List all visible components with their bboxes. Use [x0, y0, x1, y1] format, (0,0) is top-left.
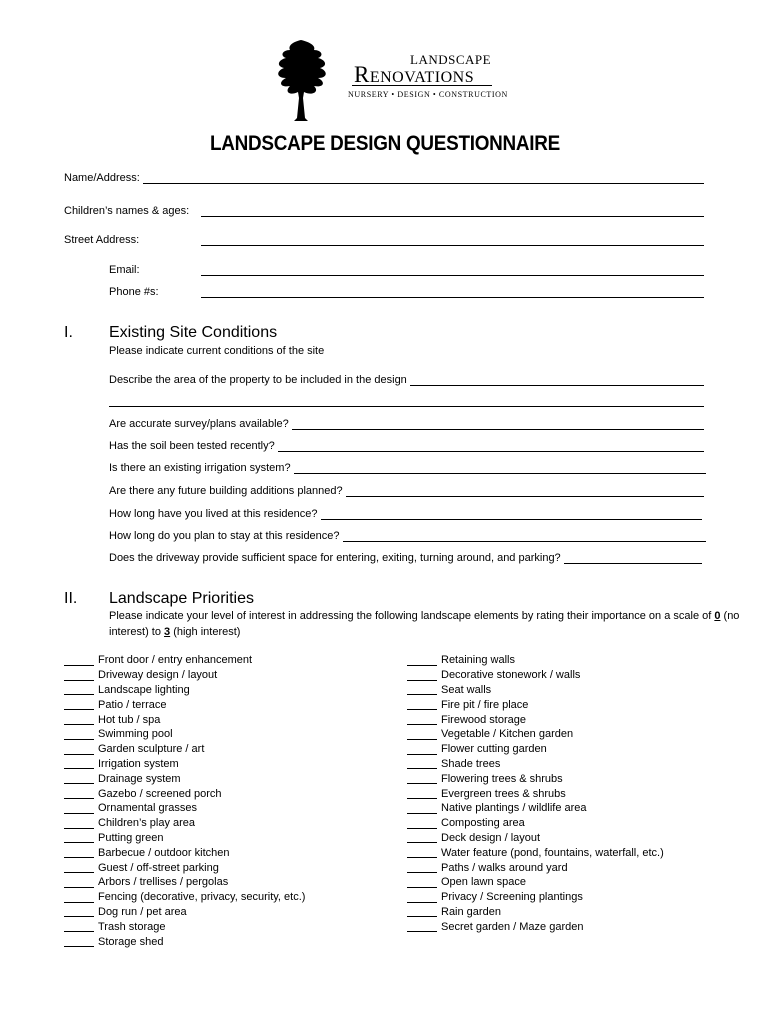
name-address-field[interactable]: [143, 173, 704, 184]
street-row: [64, 234, 704, 246]
company-logo: [268, 38, 508, 122]
question-label: Has the soil been tested recently?: [109, 440, 275, 452]
priority-label: Swimming pool: [98, 728, 173, 741]
priority-label: Evergreen trees & shrubs: [441, 787, 566, 800]
priority-label: Hot tub / spa: [98, 713, 161, 726]
priority-label: Putting green: [98, 831, 164, 844]
question-answer-field[interactable]: [346, 486, 704, 497]
section-2-note-text-d: (high interest): [170, 626, 241, 638]
priority-label: Deck design / layout: [441, 831, 541, 844]
list-item: [64, 860, 305, 875]
street-field[interactable]: [201, 235, 704, 246]
rating-blank[interactable]: [407, 744, 437, 755]
question-label: Does the driveway provide sufficient space for entering, exiting, turning around, and parking?: [109, 552, 561, 564]
priority-label: Irrigation system: [98, 757, 179, 770]
priority-label: Fire pit / fire place: [441, 698, 529, 711]
scale-high-value: 3: [164, 626, 171, 638]
rating-blank[interactable]: [64, 832, 94, 843]
question-answer-field[interactable]: [343, 531, 706, 542]
list-item: [407, 875, 664, 890]
section-2-note-line-2: [109, 626, 240, 638]
list-item: [64, 742, 305, 757]
question-answer-field[interactable]: [292, 419, 704, 430]
list-item: [407, 727, 664, 742]
question-label: How long have you lived at this residence?: [109, 508, 318, 520]
list-item: [64, 786, 305, 801]
section-1-number: I.: [64, 324, 73, 341]
section-2-note-text-b: (no: [720, 610, 740, 622]
section-2-note-text-a: Please indicate your level of interest in addressing the following landscape elements by rating their importance on a scale of: [109, 610, 715, 622]
rating-blank[interactable]: [64, 684, 94, 695]
rating-blank[interactable]: [407, 818, 437, 829]
priority-label: Barbecue / outdoor kitchen: [98, 846, 230, 859]
priority-label: Secret garden / Maze garden: [441, 920, 584, 933]
question-answer-field[interactable]: [410, 375, 704, 386]
question-label: Is there an existing irrigation system?: [109, 462, 291, 474]
list-item: [64, 801, 305, 816]
phone-label: Phone #s:: [109, 286, 159, 298]
priority-label: Paths / walks around yard: [441, 861, 568, 874]
section-1-note: Please indicate current conditions of the site: [109, 345, 325, 357]
question-row: [109, 374, 704, 386]
rating-blank[interactable]: [407, 773, 437, 784]
rating-blank[interactable]: [407, 670, 437, 681]
rating-blank[interactable]: [407, 684, 437, 695]
priority-list-right: [407, 653, 664, 934]
list-item: [407, 816, 664, 831]
rating-blank[interactable]: [64, 744, 94, 755]
list-item: [407, 890, 664, 905]
priority-label: Driveway design / layout: [98, 669, 218, 682]
street-label: Street Address:: [64, 234, 140, 246]
list-item: [407, 831, 664, 846]
rating-blank[interactable]: [407, 862, 437, 873]
question-answer-field[interactable]: [564, 553, 702, 564]
priority-label: Landscape lighting: [98, 683, 190, 696]
rating-blank[interactable]: [64, 729, 94, 740]
email-row: [109, 264, 704, 276]
list-item: [64, 712, 305, 727]
priority-label: Retaining walls: [441, 654, 515, 667]
children-row: [64, 205, 704, 217]
list-item: [407, 697, 664, 712]
list-item: [407, 905, 664, 920]
list-item: [64, 653, 305, 668]
priority-label: Decorative stonework / walls: [441, 669, 581, 682]
priority-label: Privacy / Screening plantings: [441, 891, 583, 904]
question-answer-field-extra[interactable]: [109, 396, 704, 407]
question-row: [109, 440, 704, 452]
list-item: [407, 845, 664, 860]
priority-label: Shade trees: [441, 757, 501, 770]
question-row: [109, 485, 704, 497]
phone-field[interactable]: [201, 287, 704, 298]
list-item: [64, 890, 305, 905]
email-field[interactable]: [201, 265, 704, 276]
rating-blank[interactable]: [407, 803, 437, 814]
rating-blank[interactable]: [407, 699, 437, 710]
children-label: Children’s names & ages:: [64, 205, 190, 217]
priority-label: Children’s play area: [98, 817, 196, 830]
list-item: [407, 786, 664, 801]
tree-icon: [270, 38, 332, 122]
list-item: [64, 757, 305, 772]
list-item: [407, 919, 664, 934]
priority-label: Firewood storage: [441, 713, 526, 726]
list-item: [407, 668, 664, 683]
question-answer-field[interactable]: [294, 463, 706, 474]
list-item: [64, 875, 305, 890]
question-label: Are accurate survey/plans available?: [109, 418, 289, 430]
rating-blank[interactable]: [64, 803, 94, 814]
rating-blank[interactable]: [64, 788, 94, 799]
question-row: [109, 552, 702, 564]
rating-blank[interactable]: [64, 773, 94, 784]
rating-blank[interactable]: [64, 655, 94, 666]
section-1-title: Existing Site Conditions: [109, 324, 278, 341]
section-2-number: II.: [64, 590, 78, 607]
question-label: Describe the area of the property to be included in the design: [109, 374, 407, 386]
list-item: [64, 845, 305, 860]
rating-blank[interactable]: [64, 921, 94, 932]
page-title: LANDSCAPE DESIGN QUESTIONNAIRE: [210, 132, 560, 155]
priority-label: Seat walls: [441, 683, 492, 696]
priority-label: Rain garden: [441, 905, 501, 918]
question-extra-row: [109, 396, 704, 407]
list-item: [407, 712, 664, 727]
list-item: [64, 816, 305, 831]
list-item: [407, 683, 664, 698]
question-row: [109, 418, 704, 430]
rating-blank[interactable]: [407, 788, 437, 799]
rating-blank[interactable]: [407, 758, 437, 769]
priority-label: Patio / terrace: [98, 698, 167, 711]
priority-label: Gazebo / screened porch: [98, 787, 222, 800]
list-item: [407, 653, 664, 668]
question-row: [109, 508, 702, 520]
rating-blank[interactable]: [407, 921, 437, 932]
priority-label: Flower cutting garden: [441, 743, 547, 756]
rating-blank[interactable]: [64, 862, 94, 873]
list-item: [64, 771, 305, 786]
list-item: [407, 801, 664, 816]
priority-label: Guest / off-street parking: [98, 861, 219, 874]
rating-blank[interactable]: [64, 877, 94, 888]
rating-blank[interactable]: [407, 906, 437, 917]
rating-blank[interactable]: [64, 758, 94, 769]
priority-label: Open lawn space: [441, 876, 526, 889]
rating-blank[interactable]: [64, 714, 94, 725]
logo-main-text: Renovations: [354, 62, 475, 87]
section-2-note: [109, 610, 740, 622]
question-label: Are there any future building additions planned?: [109, 485, 343, 497]
priority-label: Vegetable / Kitchen garden: [441, 728, 574, 741]
list-item: [64, 683, 305, 698]
rating-blank[interactable]: [64, 892, 94, 903]
scale-low-value: 0: [714, 610, 721, 622]
list-item: [64, 697, 305, 712]
rating-blank[interactable]: [407, 655, 437, 666]
priority-label: Front door / entry enhancement: [98, 654, 253, 667]
priority-label: Garden sculpture / art: [98, 743, 205, 756]
rating-blank[interactable]: [407, 892, 437, 903]
question-answer-field[interactable]: [321, 509, 702, 520]
list-item: [64, 727, 305, 742]
priority-label: Ornamental grasses: [98, 802, 198, 815]
list-item: [407, 757, 664, 772]
question-answer-field[interactable]: [278, 441, 704, 452]
question-label: How long do you plan to stay at this residence?: [109, 530, 340, 542]
list-item: [407, 742, 664, 757]
priority-label: Drainage system: [98, 772, 181, 785]
priority-label: Dog run / pet area: [98, 905, 187, 918]
list-item: [64, 919, 305, 934]
list-item: [64, 668, 305, 683]
section-2-note-text-c: interest) to: [109, 626, 165, 638]
rating-blank[interactable]: [64, 936, 94, 947]
rating-blank[interactable]: [64, 818, 94, 829]
priority-label: Composting area: [441, 817, 525, 830]
priority-label: Storage shed: [98, 935, 164, 948]
rating-blank[interactable]: [64, 670, 94, 681]
priority-label: Water feature (pond, fountains, waterfall, etc.): [441, 846, 664, 859]
priority-label: Flowering trees & shrubs: [441, 772, 563, 785]
priority-label: Native plantings / wildlife area: [441, 802, 587, 815]
phone-row: [109, 286, 704, 298]
rating-blank[interactable]: [64, 847, 94, 858]
question-row: [109, 530, 706, 542]
logo-tagline: NURSERY • DESIGN • CONSTRUCTION: [348, 90, 508, 99]
list-item: [64, 934, 305, 949]
priority-label: Arbors / trellises / pergolas: [98, 876, 229, 889]
priority-label: Trash storage: [98, 920, 166, 933]
section-2-title: Landscape Priorities: [109, 590, 254, 607]
rating-blank[interactable]: [407, 877, 437, 888]
priority-label: Fencing (decorative, privacy, security, etc.): [98, 891, 306, 904]
rating-blank[interactable]: [64, 699, 94, 710]
question-row: [109, 462, 706, 474]
children-field[interactable]: [201, 206, 704, 217]
list-item: [407, 860, 664, 875]
rating-blank[interactable]: [407, 714, 437, 725]
rating-blank[interactable]: [407, 832, 437, 843]
email-label: Email:: [109, 264, 140, 276]
name-address-row: [64, 172, 704, 184]
rating-blank[interactable]: [407, 729, 437, 740]
priority-list-left: [64, 653, 305, 949]
rating-blank[interactable]: [407, 847, 437, 858]
rating-blank[interactable]: [64, 906, 94, 917]
list-item: [407, 771, 664, 786]
name-address-label: Name/Address:: [64, 172, 140, 184]
logo-top-text: LANDSCAPE: [410, 52, 492, 67]
list-item: [64, 831, 305, 846]
list-item: [64, 905, 305, 920]
